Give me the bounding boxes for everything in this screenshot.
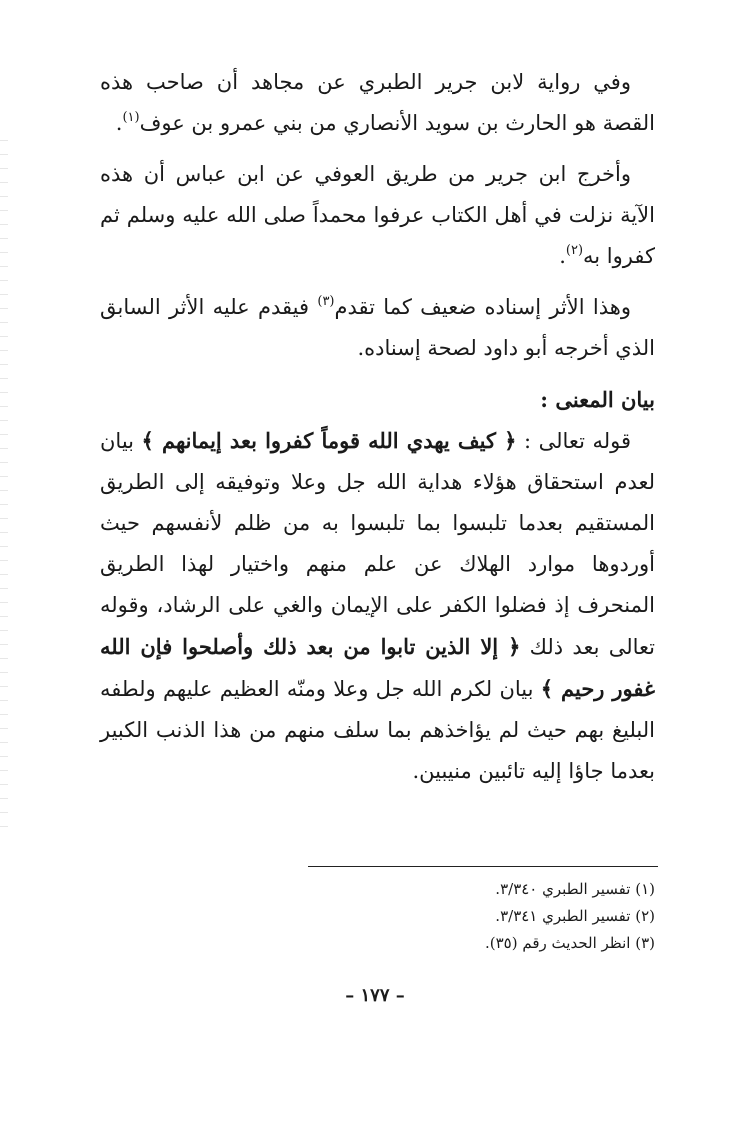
quran-quote-1: ﴿ كيف يهدي الله قوماً كفروا بعد إيمانهم ﴾ [141, 428, 517, 453]
section-heading: بيان المعنى : [540, 387, 655, 412]
paragraph-4-conclusion: بيان لكرم الله جل وعلا ومنّه العظيم عليهم ولطفه البليغ بهم حيث لم يؤاخذهم بما سلف منهم من هذا الذنب الكبير بعدما جاؤا إليه تائبين منيبين. [100, 677, 655, 783]
footnote-1 [300, 876, 655, 903]
footnote-3-text: انظر الحديث رقم (٣٥). [485, 934, 631, 952]
footnote-2-text: تفسير الطبري ٣/٣٤١. [495, 907, 631, 925]
paragraph-2-end: . [559, 244, 566, 268]
paragraph-2-text: وأخرج ابن جرير من طريق العوفي عن ابن عباس أن هذه الآية نزلت في أهل الكتاب عرفوا محمداً صلى الله عليه وسلم ثم كفروا به [100, 162, 655, 268]
paragraph-4 [100, 420, 655, 792]
paragraph-2 [100, 154, 655, 277]
footnote-2-number: (٢) [635, 907, 655, 925]
paragraph-3 [100, 287, 655, 369]
page-number: – ١٧٧ – [345, 985, 405, 1006]
paragraph-1-text: وفي رواية لابن جرير الطبري عن مجاهد أن صاحب هذه القصة هو الحارث بن سويد الأنصاري من بني عمرو بن عوف [100, 70, 655, 135]
footnote-2 [300, 903, 655, 930]
footnote-ref-2[interactable]: (٢) [565, 243, 584, 258]
paragraph-4-intro: قوله تعالى : [516, 429, 631, 453]
footnote-divider [308, 866, 658, 867]
paragraph-3-text-after: فيقدم عليه الأثر السابق الذي أخرجه أبو داود لصحة إسناده. [100, 295, 655, 360]
footnote-3-number: (٣) [635, 934, 655, 952]
quran-quote-2: ﴿ إلا الذين تابوا من بعد ذلك وأصلحوا فإن الله غفور رحيم ﴾ [100, 634, 655, 701]
footnote-1-number: (١) [635, 880, 655, 898]
footnotes [300, 876, 655, 957]
paragraph-3-text-before: وهذا الأثر إسناده ضعيف كما تقدم [334, 295, 631, 319]
footnote-ref-3[interactable]: (٣) [317, 294, 335, 309]
scan-edge-marks [0, 140, 8, 840]
paragraph-4-body: بيان لعدم استحقاق هؤلاء هداية الله جل وعلا وتوفيقه إلى الطريق المستقيم بعدما تلبسوا بما تلبسوا به من ظلم لأنفسهم حيث أوردوها موارد الهلاك عن علم منهم واختيار لهذا الطريق المنحرف إذ فضلوا الكفر على الإيمان والغي على الرشاد، وقوله تعالى بعد ذلك [100, 429, 655, 659]
paragraph-1 [100, 62, 655, 144]
footnote-1-text: تفسير الطبري ٣/٣٤٠. [495, 880, 631, 898]
paragraph-1-end: . [115, 111, 123, 135]
main-text [100, 62, 655, 802]
footnote-3 [300, 930, 655, 957]
footnote-ref-1[interactable]: (١) [122, 110, 140, 125]
